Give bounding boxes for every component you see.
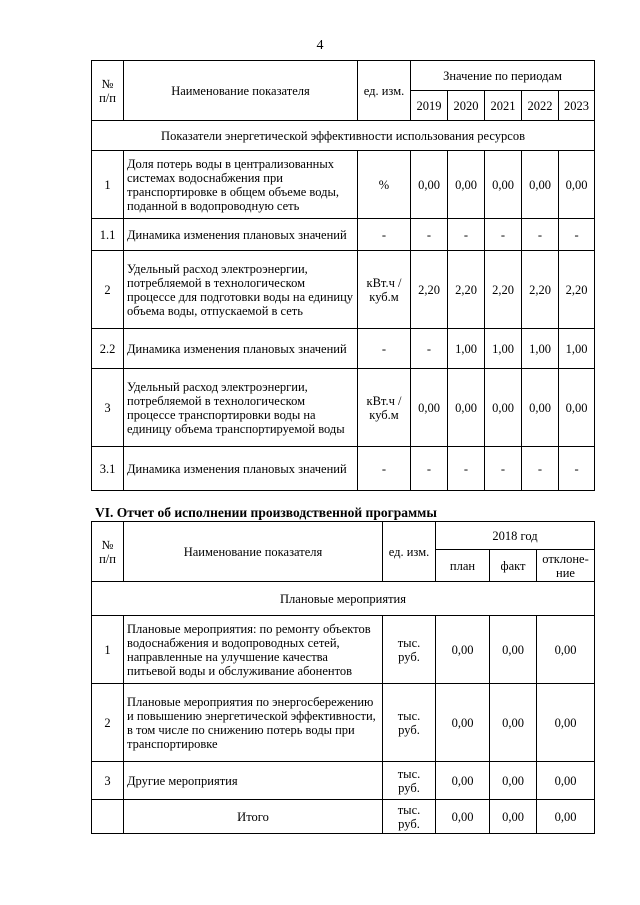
row-num: 2 [92, 684, 124, 762]
header-year: 2021 [485, 91, 522, 121]
row-num: 3 [92, 762, 124, 800]
row-value: - [485, 219, 522, 251]
row-name: Удельный расход электроэнергии, потребляемой в технологическом процессе транспортировки воды на единицу объема транспортируемой воды [124, 369, 358, 447]
row-num: 2 [92, 251, 124, 329]
header-num: № п/п [92, 61, 124, 121]
table-row [92, 329, 595, 369]
row-value: 0,00 [411, 151, 448, 219]
row-name: Динамика изменения плановых значений [124, 219, 358, 251]
row-unit: кВт.ч / куб.м [358, 369, 411, 447]
energy-efficiency-table [91, 60, 595, 491]
section-row: Показатели энергетической эффективности использования ресурсов [92, 121, 595, 151]
row-unit: тыс. руб. [383, 684, 436, 762]
table-row [92, 684, 595, 762]
header-unit: ед. изм. [383, 522, 436, 582]
header-deviation: отклоне-ние [537, 550, 595, 582]
row-value: 0,00 [448, 151, 485, 219]
row-name: Удельный расход электроэнергии, потребляемой в технологическом процессе для подготовки воды на единицу объема воды, отпускаемой в сеть [124, 251, 358, 329]
row-value: - [559, 447, 595, 491]
table-row [92, 762, 595, 800]
header-year: 2020 [448, 91, 485, 121]
row-value: - [411, 447, 448, 491]
total-unit: тыс. руб. [383, 800, 436, 834]
total-fact: 0,00 [490, 800, 537, 834]
total-label: Итого [124, 800, 383, 834]
header-year: 2018 год [436, 522, 595, 550]
row-value: 0,00 [522, 151, 559, 219]
row-name: Динамика изменения плановых значений [124, 447, 358, 491]
row-value: 1,00 [485, 329, 522, 369]
row-value: - [411, 219, 448, 251]
header-periods: Значение по периодам [411, 61, 595, 91]
row-plan: 0,00 [436, 616, 490, 684]
header-year: 2022 [522, 91, 559, 121]
total-deviation: 0,00 [537, 800, 595, 834]
row-unit: тыс. руб. [383, 762, 436, 800]
header-fact: факт [490, 550, 537, 582]
row-value: 1,00 [559, 329, 595, 369]
header-name: Наименование показателя [124, 61, 358, 121]
table-row [92, 616, 595, 684]
row-value: 0,00 [522, 369, 559, 447]
row-plan: 0,00 [436, 762, 490, 800]
table-row [92, 151, 595, 219]
row-deviation: 0,00 [537, 684, 595, 762]
row-num: 1 [92, 616, 124, 684]
section-row: Плановые мероприятия [92, 582, 595, 616]
row-value: 0,00 [485, 151, 522, 219]
row-name: Плановые мероприятия по энергосбережению и повышению энергетической эффективности, в том числе по снижению потерь воды при транспортировке [124, 684, 383, 762]
row-fact: 0,00 [490, 762, 537, 800]
total-num-empty [92, 800, 124, 834]
row-num: 1 [92, 151, 124, 219]
row-deviation: 0,00 [537, 616, 595, 684]
row-value: 1,00 [448, 329, 485, 369]
row-value: - [448, 447, 485, 491]
row-name: Плановые мероприятия: по ремонту объектов водоснабжения и водопроводных сетей, направленные на улучшение качества питьевой воды и обслуживание абонентов [124, 616, 383, 684]
header-year: 2019 [411, 91, 448, 121]
row-num: 2.2 [92, 329, 124, 369]
row-plan: 0,00 [436, 684, 490, 762]
row-num: 1.1 [92, 219, 124, 251]
row-value: - [522, 219, 559, 251]
table-row [92, 219, 595, 251]
header-name: Наименование показателя [124, 522, 383, 582]
row-fact: 0,00 [490, 616, 537, 684]
row-value: 1,00 [522, 329, 559, 369]
header-num: № п/п [92, 522, 124, 582]
row-num: 3 [92, 369, 124, 447]
row-name: Динамика изменения плановых значений [124, 329, 358, 369]
row-value: 2,20 [485, 251, 522, 329]
production-program-table [91, 521, 595, 834]
row-unit: кВт.ч / куб.м [358, 251, 411, 329]
row-value: 2,20 [411, 251, 448, 329]
row-value: 0,00 [559, 151, 595, 219]
row-name: Другие мероприятия [124, 762, 383, 800]
row-value: 2,20 [559, 251, 595, 329]
page-number: 4 [316, 38, 324, 53]
row-value: 0,00 [485, 369, 522, 447]
row-value: - [448, 219, 485, 251]
row-value: 0,00 [448, 369, 485, 447]
row-unit: - [358, 219, 411, 251]
header-year: 2023 [559, 91, 595, 121]
header-plan: план [436, 550, 490, 582]
row-value: - [522, 447, 559, 491]
total-plan: 0,00 [436, 800, 490, 834]
row-value: 2,20 [522, 251, 559, 329]
table-row [92, 251, 595, 329]
row-name: Доля потерь воды в централизованных системах водоснабжения при транспортировке в общем объеме воды, поданной в водопроводную сеть [124, 151, 358, 219]
row-value: 0,00 [411, 369, 448, 447]
row-value: 2,20 [448, 251, 485, 329]
total-row [92, 800, 595, 834]
table-row [92, 447, 595, 491]
row-num: 3.1 [92, 447, 124, 491]
row-value: - [485, 447, 522, 491]
section-heading: VI. Отчет об исполнении производственной программы [95, 505, 437, 520]
row-unit: - [358, 329, 411, 369]
row-fact: 0,00 [490, 684, 537, 762]
row-value: 0,00 [559, 369, 595, 447]
row-deviation: 0,00 [537, 762, 595, 800]
row-unit: % [358, 151, 411, 219]
row-value: - [559, 219, 595, 251]
header-unit: ед. изм. [358, 61, 411, 121]
row-value: - [411, 329, 448, 369]
row-unit: - [358, 447, 411, 491]
table-row [92, 369, 595, 447]
row-unit: тыс. руб. [383, 616, 436, 684]
